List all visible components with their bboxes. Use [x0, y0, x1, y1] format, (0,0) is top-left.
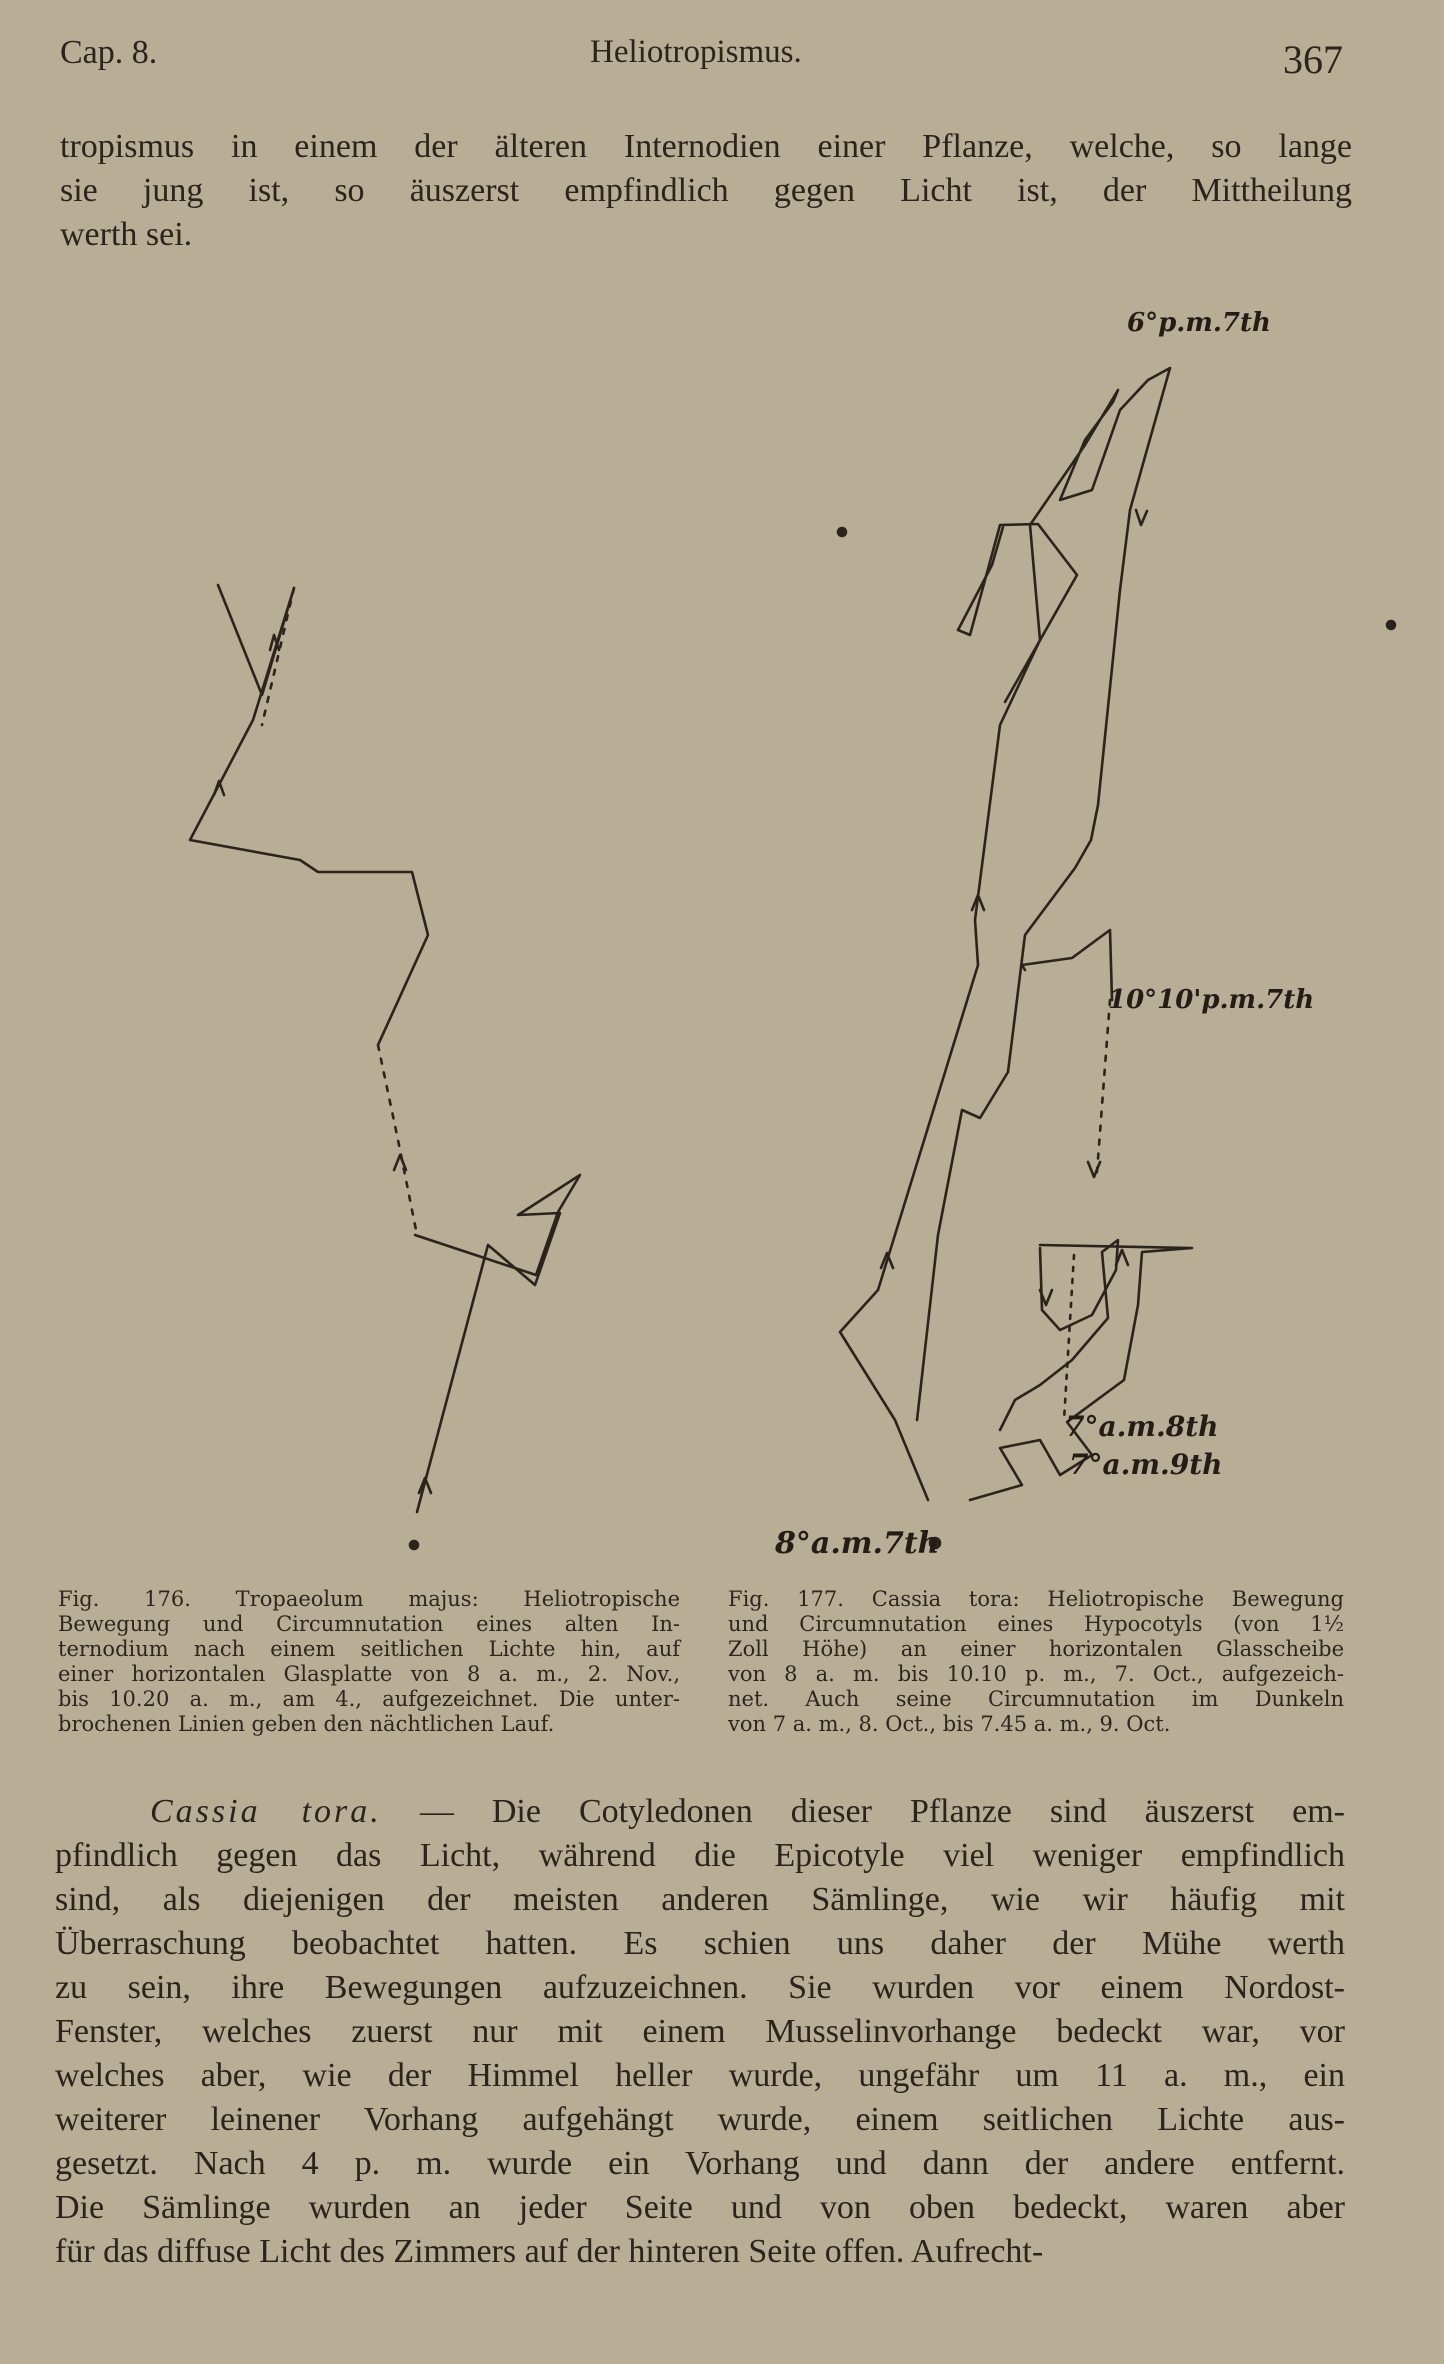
- figure-177-caption: [728, 1587, 1344, 1737]
- body-line: Fenster, welches zuerst nur mit einem Musselinvorhange bedeckt war, vor: [55, 2013, 1345, 2050]
- species-name: Cassia tora.: [150, 1793, 382, 1830]
- fig177-arrow: [1136, 510, 1147, 525]
- body-line: zu sein, ihre Bewegungen aufzuzeichnen. Sie wurden vor einem Nordost-: [55, 1969, 1345, 2006]
- body-line: sind, als diejenigen der meisten anderen Sämlinge, wie wir häufig mit: [55, 1881, 1345, 1918]
- caption-line: und Circumnutation eines Hypocotyls (von 1½: [728, 1612, 1344, 1636]
- caption-line: einer horizontalen Glasplatte von 8 a. m., 2. Nov.,: [58, 1662, 680, 1686]
- figure-176-caption: [58, 1587, 680, 1737]
- body-paragraph: [55, 1790, 1345, 2274]
- caption-line: Zoll Höhe) an einer horizontalen Glasscheibe: [728, 1637, 1344, 1661]
- caption-line: net. Auch seine Circumnutation im Dunkeln: [728, 1687, 1344, 1711]
- fig177-path-dark-2: [1000, 1240, 1118, 1430]
- fig177-path-evening: [1022, 930, 1112, 1000]
- body-line: pfindlich gegen das Licht, während die Epicotyle viel weniger empfindlich: [55, 1837, 1345, 1874]
- caption-line: brochenen Linien geben den nächtlichen Lauf.: [58, 1712, 555, 1736]
- fig177-label-am8: 7°a.m.8th: [1065, 1410, 1219, 1443]
- caption-line: von 8 a. m. bis 10.10 p. m., 7. Oct., aufgezeich-: [728, 1662, 1344, 1686]
- body-line: Die Sämlinge wurden an jeder Seite und von oben bedeckt, waren aber: [55, 2189, 1345, 2226]
- intro-line: sie jung ist, so äuszerst empfindlich gegen Licht ist, der Mittheilung: [60, 172, 1352, 209]
- caption-line: Fig. 176. Tropaeolum majus: Heliotropische: [58, 1587, 680, 1611]
- caption-line: Fig. 177. Cassia tora: Heliotropische Bewegung: [728, 1587, 1344, 1611]
- caption-line: Bewegung und Circumnutation eines alten In-: [58, 1612, 680, 1636]
- fig177-dark-dashed: [1064, 1255, 1074, 1420]
- caption-line: ternodium nach einem seitlichen Lichte hin, auf: [58, 1637, 680, 1661]
- fig177-path-day: [840, 368, 1170, 1500]
- body-line-first: [55, 1790, 1345, 1834]
- fig177-dot: [838, 528, 846, 536]
- chapter-label: Cap. 8.: [60, 34, 158, 71]
- fig177-dot: [1387, 621, 1395, 629]
- fig177-night-path: [1097, 1000, 1110, 1172]
- intro-line: werth sei.: [60, 216, 193, 253]
- fig177-label-start: 8°a.m.7th: [775, 1526, 940, 1561]
- fig177-label-mid: 10°10'p.m.7th: [1108, 985, 1315, 1015]
- body-line: welches aber, wie der Himmel heller wurde, ungefähr um 11 a. m., ein: [55, 2057, 1345, 2094]
- fig177-path-late: [958, 524, 1077, 702]
- body-line: Überraschung beobachtet hatten. Es schien uns daher der Mühe werth: [55, 1925, 1345, 1962]
- fig177-arrow: [1088, 1162, 1100, 1177]
- caption-line: bis 10.20 a. m., am 4., aufgezeichnet. Die unter-: [58, 1687, 680, 1711]
- fig177-label-am9: 7°a.m.9th: [1069, 1448, 1223, 1481]
- fig177-label-top: 6°p.m.7th: [1127, 308, 1271, 338]
- page-number: 367: [1283, 37, 1343, 82]
- intro-line: tropismus in einem der älteren Internodien einer Pflanze, welche, so lange: [60, 128, 1352, 165]
- body-line: weiterer leinener Vorhang aufgehängt wurde, einem seitlichen Lichte aus-: [55, 2101, 1345, 2138]
- body-line-rest: — Die Cotyledonen dieser Pflanze sind äuszerst em-: [381, 1793, 1346, 1830]
- body-line: gesetzt. Nach 4 p. m. wurde ein Vorhang und dann der andere entfernt.: [55, 2145, 1345, 2182]
- caption-line: von 7 a. m., 8. Oct., bis 7.45 a. m., 9. Oct.: [728, 1712, 1171, 1736]
- running-title: Heliotropismus.: [590, 34, 802, 70]
- body-line: für das diffuse Licht des Zimmers auf der hinteren Seite offen. Aufrecht-: [55, 2233, 1044, 2270]
